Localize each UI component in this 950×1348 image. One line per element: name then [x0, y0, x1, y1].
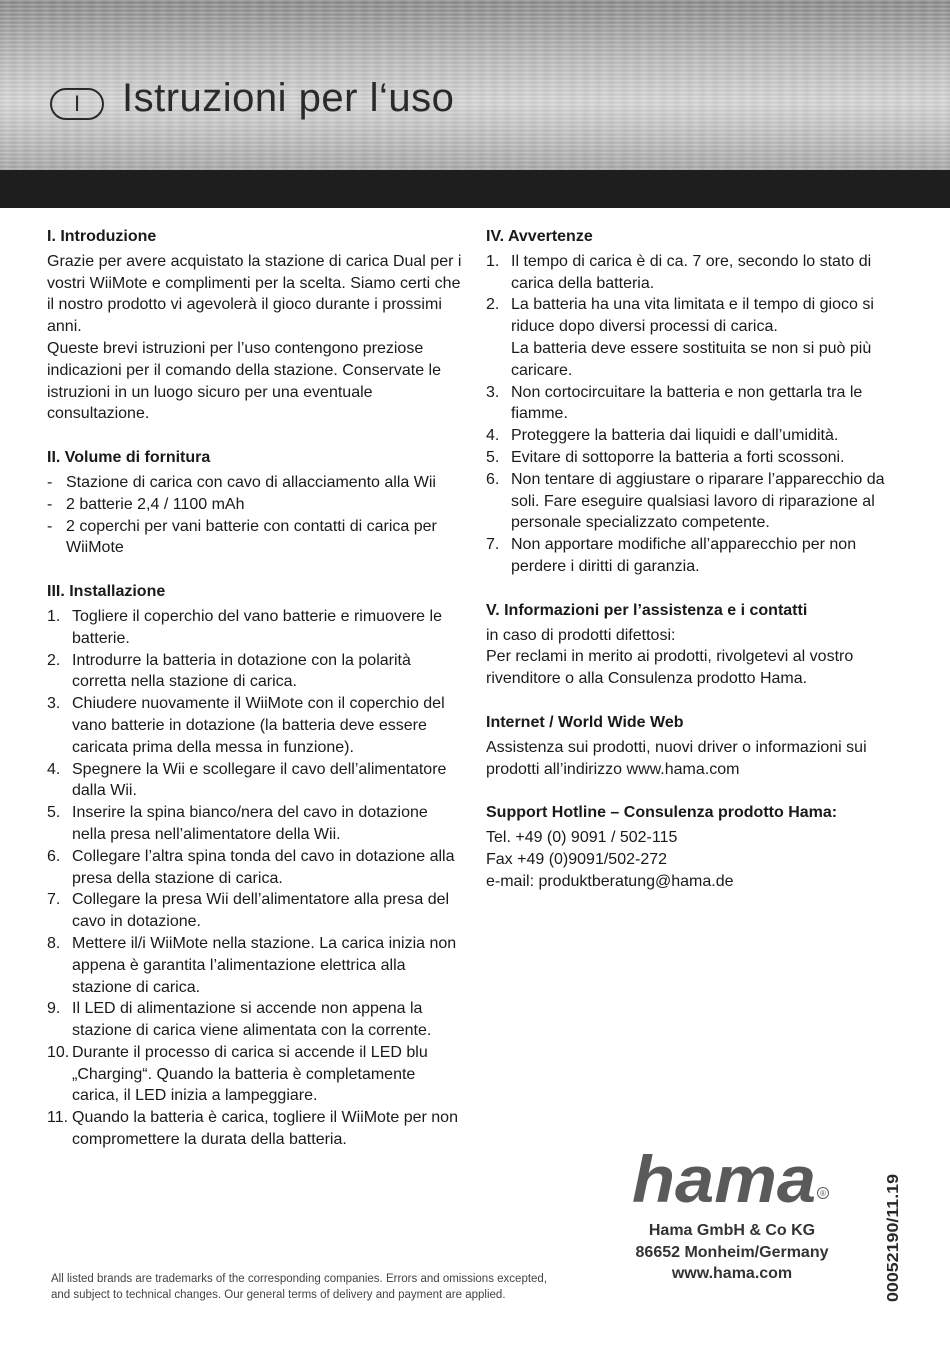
- legal-disclaimer: All listed brands are trademarks of the corresponding companies. Errors and omissions excepted, and subject to technical changes. Our general terms of delivery and payment are applied.: [51, 1273, 548, 1301]
- list-item: - 2 coperchi per vani batterie con contatti di carica per WiiMote: [47, 517, 437, 557]
- section-title-service: V. Informazioni per l’assistenza e i contatti: [486, 601, 808, 619]
- header-divider-bar: [0, 170, 950, 208]
- section-title-hotline: Support Hotline – Consulenza prodotto Hama:: [486, 804, 838, 822]
- language-badge: I: [50, 88, 104, 120]
- service-text: in caso di prodotti difettosi:: [486, 626, 676, 644]
- svg-text:®: ®: [820, 1189, 826, 1198]
- list-item: - Stazione di carica con cavo di allacciamento alla Wii: [47, 473, 436, 491]
- svg-text:hama: hama: [632, 1150, 816, 1210]
- right-column: [486, 226, 906, 893]
- internet-text: Assistenza sui prodotti, nuovi driver o informazioni sui prodotti all’indirizzo www.hama.com: [486, 738, 867, 778]
- list-item: - 2 batterie 2,4 / 1100 mAh: [47, 495, 245, 513]
- list-item: 5. Evitare di sottoporre la batteria a forti scossoni.: [486, 448, 845, 466]
- list-item: 4. Proteggere la batteria dai liquidi e dall’umidità.: [486, 427, 839, 445]
- intro-paragraph: Grazie per avere acquistato la stazione di carica Dual per i vostri WiiMote e complimenti per la scelta. Siamo certi che il nostro prodotto vi agevolerà il gioco durante i prossimi anni.: [47, 252, 462, 336]
- list-item: 11. Quando la batteria è carica, togliere il WiiMote per non compromettere la durata della batteria.: [47, 1109, 458, 1149]
- section-title-internet: Internet / World Wide Web: [486, 713, 684, 731]
- list-item: 6. Non tentare di aggiustare o riparare l’apparecchio da soli. Fare eseguire qualsiasi lavoro di riparazione al personale specializzato competente.: [486, 470, 885, 532]
- section-title-supply: II. Volume di fornitura: [47, 449, 211, 467]
- hotline-tel: Tel. +49 (0) 9091 / 502-115: [486, 829, 678, 847]
- hama-logo: [632, 1150, 832, 1210]
- list-item: 3. Non cortocircuitare la batteria e non gettarla tra le fiamme.: [486, 383, 863, 423]
- list-item: 7. Non apportare modifiche all’apparecchio per non perdere i diritti di garanzia.: [486, 536, 857, 575]
- company-website: www.hama.com: [671, 1265, 793, 1282]
- company-address: 86652 Monheim/Germany: [635, 1243, 829, 1261]
- company-name: Hama GmbH & Co KG: [648, 1222, 816, 1239]
- svg-text:00052190/11.19: 00052190/11.19: [885, 1187, 902, 1302]
- list-item: 9. Il LED di alimentazione si accende non appena la stazione di carica viene alimentata con la corrente.: [47, 1000, 432, 1040]
- section-title-warnings: IV. Avvertenze: [486, 228, 593, 245]
- hotline-email: e-mail: produktberatung@hama.de: [486, 872, 734, 890]
- list-item: 2. Introdurre la batteria in dotazione con la polarità corretta nella stazione di carica.: [47, 651, 411, 691]
- left-column: [47, 226, 462, 1151]
- list-item: 3. Chiudere nuovamente il WiiMote con il coperchio del vano batterie in dotazione (la batteria deve essere caricata prima della messa in funzione).: [47, 695, 445, 756]
- list-item: 1. Togliere il coperchio del vano batterie e rimuovere le batterie.: [47, 607, 442, 647]
- section-title-installation: III. Installazione: [47, 583, 166, 601]
- company-info: [612, 1220, 852, 1285]
- intro-paragraph: Queste brevi istruzioni per l’uso contengono preziose indicazioni per il comando della stazione. Conservate le istruzioni in un luogo sicuro per una eventuale consultazione.: [47, 339, 441, 423]
- header-banner: [0, 0, 950, 170]
- list-item: 8. Mettere il/i WiiMote nella stazione. La carica inizia non appena è garantita l’alimentazione elettrica alla stazione di carica.: [47, 934, 457, 996]
- list-item: 7. Collegare la presa Wii dell’alimentatore alla presa del cavo in dotazione.: [47, 891, 450, 931]
- list-item: 6. Collegare l’altra spina tonda del cavo in dotazione alla presa della stazione di carica.: [47, 847, 455, 887]
- list-item: 5. Inserire la spina bianco/nera del cavo in dotazione nella presa nell’alimentatore della Wii.: [47, 804, 428, 843]
- article-number: [877, 1172, 907, 1304]
- section-title-introduction: I. Introduzione: [47, 228, 157, 245]
- list-item: 10. Durante il processo di carica si accende il LED blu „Charging“. Quando la batteria è completamente carica, il LED inizia a lampeggiare.: [47, 1043, 428, 1105]
- list-item: 4. Spegnere la Wii e scollegare il cavo dell’alimentatore dalla Wii.: [47, 760, 447, 800]
- service-text: Per reclami in merito ai prodotti, rivolgetevi al vostro rivenditore o alla Consulenza prodotto Hama.: [486, 648, 854, 688]
- list-item: 2. La batteria ha una vita limitata e il tempo di gioco si riduce dopo diversi processi di carica. La batteria deve essere sostituita se non si può più caricare.: [486, 296, 874, 379]
- hotline-fax: Fax +49 (0)9091/502-272: [486, 850, 668, 868]
- list-item: 1. Il tempo di carica è di ca. 7 ore, secondo lo stato di carica della batteria.: [486, 252, 872, 292]
- page-title: Istruzioni per l‘uso: [122, 76, 455, 120]
